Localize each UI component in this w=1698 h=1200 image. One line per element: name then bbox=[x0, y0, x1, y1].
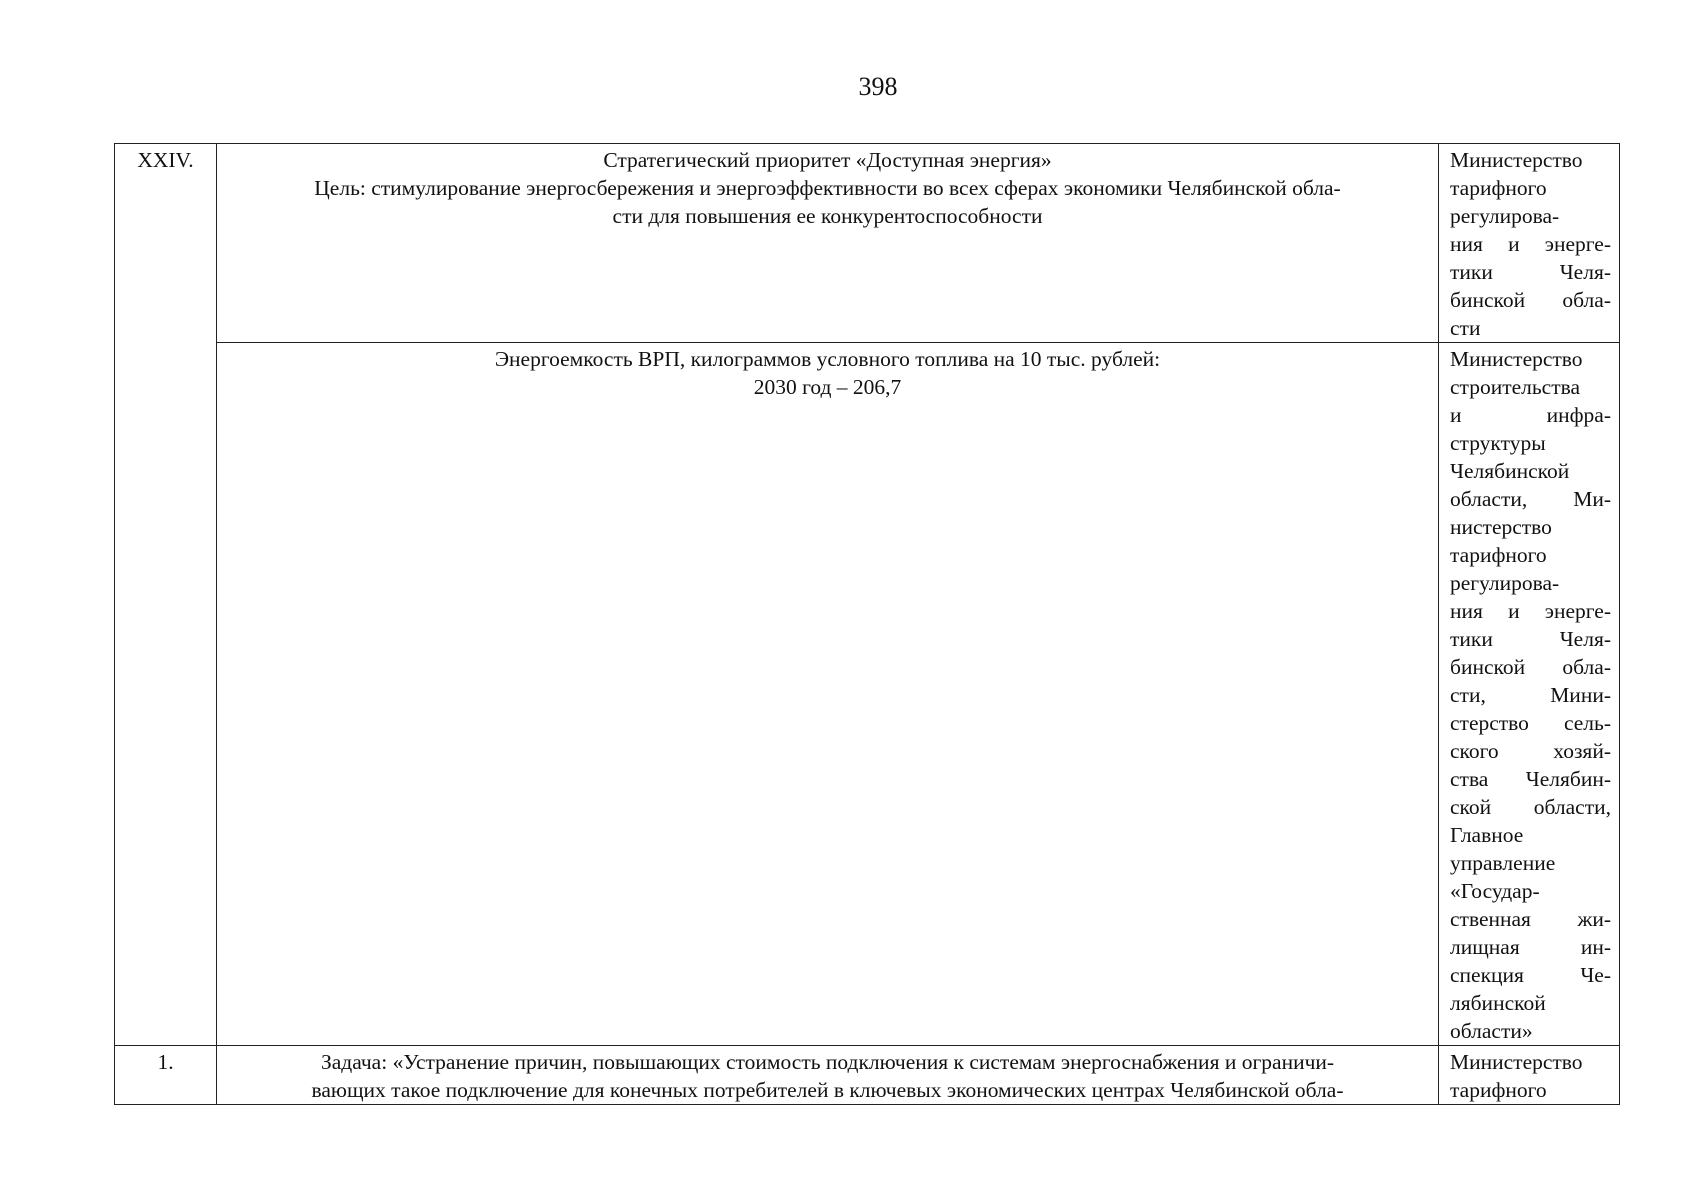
goal-text: Цель: стимулирование энергосбережения и энергоэффективности во всех сферах экономики Челябинской обла- bbox=[314, 176, 1341, 200]
responsible-line: структуры bbox=[1450, 431, 1546, 455]
task-number: 1. bbox=[115, 1046, 217, 1105]
responsible-line: стерство сель- bbox=[1450, 711, 1611, 735]
responsible-line: Челябинской bbox=[1450, 459, 1570, 483]
responsible-line: управление bbox=[1450, 851, 1556, 875]
responsible-line: нистерство bbox=[1450, 515, 1552, 539]
priority-cell bbox=[217, 144, 1439, 343]
responsible-line: регулирова- bbox=[1450, 204, 1560, 228]
responsible-line: ния и энерге- bbox=[1450, 599, 1611, 623]
responsible-cell bbox=[1439, 343, 1620, 1046]
responsible-line: бинской обла- bbox=[1450, 288, 1611, 312]
responsible-line: ского хозяй- bbox=[1450, 739, 1611, 763]
responsible-line: Главное bbox=[1450, 823, 1524, 847]
responsible-line: тики Челя- bbox=[1450, 627, 1611, 651]
responsible-line: регулирова- bbox=[1450, 571, 1560, 595]
responsible-line: тики Челя- bbox=[1450, 260, 1611, 284]
table-row bbox=[115, 1046, 1620, 1105]
indicator-cell bbox=[217, 343, 1439, 1046]
goal-text-continued: сти для повышения ее конкурентоспособности bbox=[612, 204, 1043, 228]
responsible-line: строительства bbox=[1450, 375, 1581, 399]
responsible-cell bbox=[1439, 1046, 1620, 1105]
responsible-line: Министерство bbox=[1450, 1050, 1583, 1074]
responsible-line: тарифного bbox=[1450, 1078, 1547, 1102]
responsible-line: бинской обла- bbox=[1450, 655, 1611, 679]
responsible-line: ственная жи- bbox=[1450, 907, 1611, 931]
responsible-line: спекция Че- bbox=[1450, 963, 1611, 987]
responsible-cell bbox=[1439, 144, 1620, 343]
responsible-line: лябинской bbox=[1450, 991, 1546, 1015]
responsible-line: «Государ- bbox=[1450, 879, 1540, 903]
indicator-text: Энергоемкость ВРП, килограммов условного топлива на 10 тыс. рублей: bbox=[494, 347, 1161, 371]
task-text: Задача: «Устранение причин, повышающих стоимость подключения к системам энергоснабжения и ограничи- bbox=[320, 1050, 1335, 1074]
responsible-line: и инфра- bbox=[1450, 403, 1611, 427]
responsible-line: тарифного bbox=[1450, 543, 1547, 567]
page-number: 398 bbox=[858, 72, 898, 101]
responsible-line: сти bbox=[1450, 316, 1481, 340]
responsible-line: сти, Мини- bbox=[1450, 683, 1611, 707]
responsible-line: тарифного bbox=[1450, 176, 1547, 200]
table-row bbox=[115, 144, 1620, 343]
responsible-line: ния и энерге- bbox=[1450, 232, 1611, 256]
responsible-line: ства Челябин- bbox=[1450, 767, 1611, 791]
section-number: XXIV. bbox=[115, 144, 217, 1046]
strategy-table bbox=[114, 143, 1620, 1105]
priority-title: Стратегический приоритет «Доступная энергия» bbox=[603, 148, 1052, 172]
task-text-continued: вающих такое подключение для конечных потребителей в ключевых экономических центрах Челябинской обла- bbox=[311, 1078, 1344, 1102]
responsible-line: области, Ми- bbox=[1450, 487, 1611, 511]
responsible-line: области» bbox=[1450, 1019, 1533, 1043]
table-row bbox=[115, 343, 1620, 1046]
responsible-line: Министерство bbox=[1450, 148, 1583, 172]
responsible-line: Министерство bbox=[1450, 347, 1583, 371]
task-cell bbox=[217, 1046, 1439, 1105]
indicator-target: 2030 год – 206,7 bbox=[753, 375, 902, 399]
responsible-line: ской области, bbox=[1450, 795, 1611, 819]
responsible-line: лищная ин- bbox=[1450, 935, 1611, 959]
